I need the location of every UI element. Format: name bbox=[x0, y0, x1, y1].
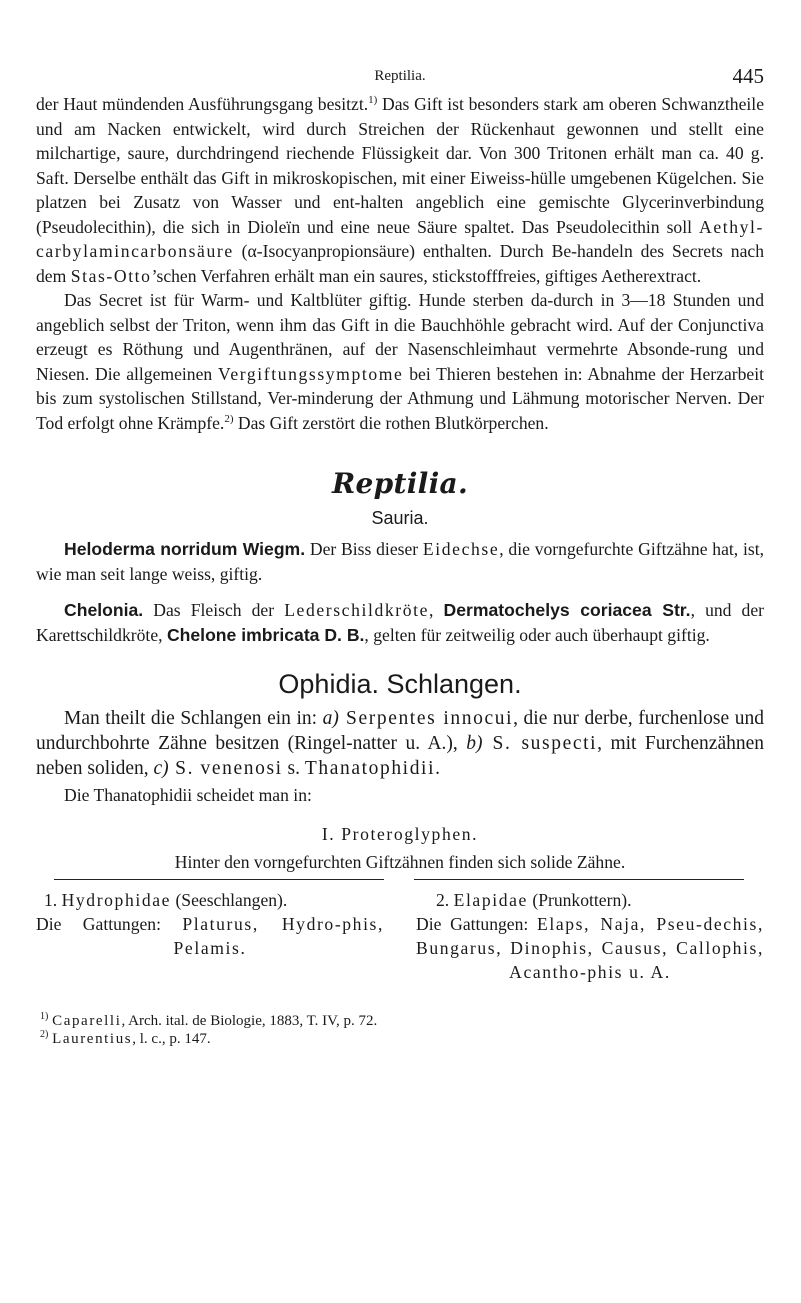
footnote-ref-1[interactable]: 1) bbox=[368, 94, 378, 107]
paragraph-thanatophidii: Die Thanatophidii scheidet man in: bbox=[64, 785, 312, 805]
footnote-ref-2[interactable]: 2) bbox=[224, 412, 234, 425]
group-chelonia: Chelonia. bbox=[64, 600, 144, 620]
footnote-2: $^{2)}$ Laurentius, l. c., p. 147. bbox=[40, 1028, 211, 1047]
paragraph-chelonia: Chelonia. Das Fleisch der Lederschildkröte, Dermatochelys coriacea Str., und der Karettschildkröte, Chelone imbricata D. B., gelten für zeitweilig oder auch überhaupt giftig. bbox=[36, 600, 765, 645]
running-head-title: Reptilia. bbox=[374, 68, 426, 84]
subsection-heading-sauria: Sauria. bbox=[371, 508, 429, 528]
page-number: 445 bbox=[732, 64, 764, 88]
paragraph-triton-effects: Das Secret ist für Warm- und Kaltblüter giftig. Hunde sterben da-durch in 3—18 Stunden und angeblich selbst der Triton, wenn ihm das Gift in die Bauchhöhle gebracht wird. Auf der Conjunctiva erzeugt es Röthung und Augenthränen, auf der Nasenschleimhaut vermehrte Absonde-rung und Niesen. Die allgemeinen Vergiftungssymptome bei Thieren bestehen in: Abnahme der Herzarbeit bis zum systolischen Stillstand, Ver-minderung der Athmung und Lähmung motorischer Nerven. Der Tod erfolgt ohne Krämpfe.$^{2)}$ Das Gift zerstört die rothen Blutkörperchen. bbox=[36, 290, 765, 433]
footnotes bbox=[36, 1012, 764, 1048]
footnote-1: $^{1)}$ Caparelli, Arch. ital. de Biologie, 1883, T. IV, p. 72. bbox=[40, 1010, 378, 1029]
heading-proteroglyphen: I. Proteroglyphen. bbox=[321, 823, 479, 844]
brace-left-rule bbox=[54, 879, 384, 880]
column-elapidae: 2. Elapidae (Prunkottern). Die Gattungen: Elaps, Naja, Pseu-dechis, Bungarus, Dinophis, Causus, Callophis, Acantho-phis u. A. bbox=[416, 889, 764, 982]
column-hydrophidae: 1. Hydrophidae (Seeschlangen). Die Gattungen: Platurus, Hydro-phis, Pelamis. bbox=[36, 889, 385, 958]
brace-right-rule bbox=[414, 879, 744, 880]
section-heading-ophidia: Ophidia. Schlangen. bbox=[278, 669, 522, 699]
paragraph-heloderma: Heloderma norridum Wiegm. Der Biss dieser Eidechse, die vorngefurchte Giftzähne hat, ist, wie man seit lange weiss, giftig. bbox=[36, 539, 764, 584]
paragraph-triton-poison: der Haut mündenden Ausführungsgang besitzt.$^{1)}$ Das Gift ist besonders stark am oberen Schwanztheile und am Nacken entwickelt, wird durch Streichen der Rückenhaut gewonnen und stellt eine milchartige, saure, durchdringend riechende Flüssigkeit dar. Von 300 Tritonen erhält man ca. 40 g. Saft. Derselbe enthält das Gift in mikroskopischen, mit einer Eiweiss-hülle umgebenen Kügelchen. Sie platzen bei Zusatz von Wasser und ent-halten angeblich eine gemischte Glycerinverbindung (Pseudolecithin), die sich in Dioleïn und eine neue Säure spaltet. Das Pseudolecithin soll Aethyl-carbylamincarbonsäure (α-Isocyanpropionsäure) enthalten. Durch Be-handeln des Secrets nach dem Stas-Otto’schen Verfahren erhält man ein saures, stickstofffreies, giftiges Aetherextract. bbox=[36, 94, 765, 286]
paragraph-classification: Man theilt die Schlangen ein in: a) Serpentes innocui, die nur derbe, furchenlose und undurchbohrte Zähne besitzen (Ringel-natter u. A.), b) S. suspecti, mit Furchenzähnen neben soliden, c) S. venenosi s. Thanatophidii. bbox=[36, 708, 765, 779]
section-heading-reptilia: Reptilia. bbox=[331, 467, 469, 500]
running-head bbox=[36, 64, 764, 92]
family-hydrophidae: Hydrophidae bbox=[61, 889, 172, 910]
family-columns bbox=[36, 888, 764, 984]
family-elapidae: Elapidae bbox=[453, 889, 528, 910]
division-brace bbox=[36, 874, 764, 886]
species-heloderma: Heloderma norridum Wiegm. bbox=[64, 539, 306, 559]
proteroglyphen-description: Hinter den vorngefurchten Giftzähnen finden sich solide Zähne. bbox=[174, 851, 626, 872]
book-page bbox=[36, 64, 764, 1048]
